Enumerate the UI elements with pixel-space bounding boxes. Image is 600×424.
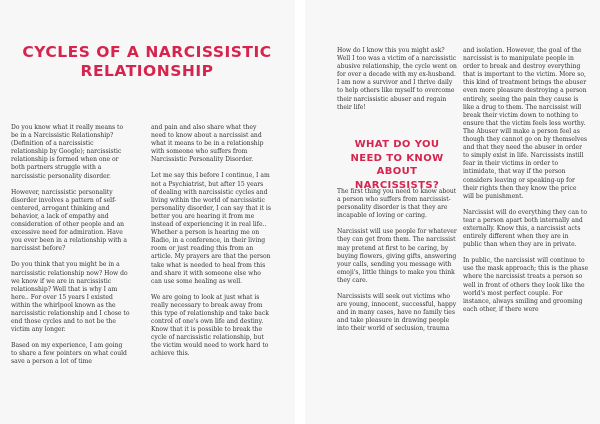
left-page	[0, 0, 295, 424]
paragraph: Narcissist will use people for whatever they can get from them. The narcissist may pretend at first to be caring, by buying flowers, giving gifts, answering your calls, sending you message with emoji's, little things to make you think they care.	[337, 228, 457, 284]
section-heading: WHAT DO YOU NEED TO KNOW ABOUT NARCISSISTS?	[350, 139, 444, 191]
left-column-1	[11, 124, 130, 375]
paragraph: In public, the narcissist will continue to use the mask approach; this is the phase where the narcissist treats a person so well in front of others they look like the world's most perfect couple. For instance, always smiling and grooming each other, if there were	[463, 257, 589, 313]
paragraph: and pain and also share what they need to know about a narcissist and what it means to be in a relationship with someone who suffers from Narcissistic Personality Disorder.	[151, 124, 264, 164]
paragraph: Let me say this before I continue, I am not a Psychiatrist, but after 15 years of dealing with narcissistic cycles and living within the world of narcissistic personality disorder, I can say that it is better you are hearing it from me instead of experiencing it in real life.. Whether a person is hearing me on Radio, in a conference, in their living room or just reading this from an article. My prayers are that the person take what is needed to heal from this and share it with someone else who can use some healing as well.	[151, 172, 271, 285]
paragraph: We are going to look at just what is really necessary to break away from this type of relationship and take back control of one's own life and destiny. Know that it is possible to break the cycle of narcissistic relationship, but the victim would need to work hard to achieve this.	[151, 293, 269, 358]
paragraph: However, narcissistic personality disorder involves a pattern of self-centered, arrogant thinking and behavior, a lack of empathy and consideration of other people and an excessive need for admiration. Have you ever been in a relationship with a narcissist before?	[11, 188, 127, 253]
paragraph: Do you know what it really means to be in a Narcissistic Relationship? (Definition of a narcissistic relationship by Google); narcissistic relationship is formed when one or both partners struggle with a narcissistic personality disorder.	[11, 124, 124, 180]
paragraph: and isolation. However, the goal of the narcissist is to manipulate people in order to break and destroy everything that is important to the victim. More so, this kind of treatment brings the abuser even more pleasure destroying a person entirely, seeing the pain they cause is like a drug to them. The narcissist will break their victim down to nothing to ensure that the victim feels less worthy. The Abuser will make a person feel as though they cannot go on by themselves and that they need the abuser in order to simply exist in life. Narcissists instill fear in their victims in order to intimidate, that way if the person considers leaving or speaking-up for their rights then they know the price will be punishment.	[463, 47, 588, 200]
paragraph: Do you think that you might be in a narcissistic relationship now? How do we know if we are in narcissistic relationship? Well that is why I am here.. For over 15 years I existed within the whirlpool known as the narcissistic relationship and I chose to end those cycles and to not be the victim any longer.	[11, 261, 130, 334]
right-column-2	[463, 47, 589, 322]
right-page	[305, 0, 600, 424]
page-gutter	[295, 0, 305, 424]
right-column-1-bottom	[337, 188, 459, 342]
article-title: CYCLES OF A NARCISSISTIC RELATIONSHIP	[22, 43, 272, 80]
paragraph: Narcissist will do everything they can to tear a person apart both internally and externally. Know this, a narcissist acts entirely different when they are in public than when they are in private.	[463, 208, 587, 249]
paragraph: How do I know this you might ask? Well I too was a victim of a narcissistic abusive relationship, the cycle went on for over a decade with my ex-husband. I am now a survivor and I thrive daily to help others like myself to overcome their narcissistic abuser and regain their life!	[337, 47, 457, 111]
paragraph: The first thing you need to know about a person who suffers from narcissist-personality disorder is that they are incapable of loving or caring.	[337, 188, 457, 220]
paragraph: Narcissists will seek out victims who are young, innocent, successful, happy and in many cases, have no family ties and take pleasure in drawing people into their world of seclusion, trauma	[337, 293, 457, 333]
right-column-1-top	[337, 47, 459, 120]
paragraph: Based on my experience, I am going to share a few pointers on what could save a person a lot of time	[11, 342, 127, 366]
left-column-2	[151, 124, 271, 367]
